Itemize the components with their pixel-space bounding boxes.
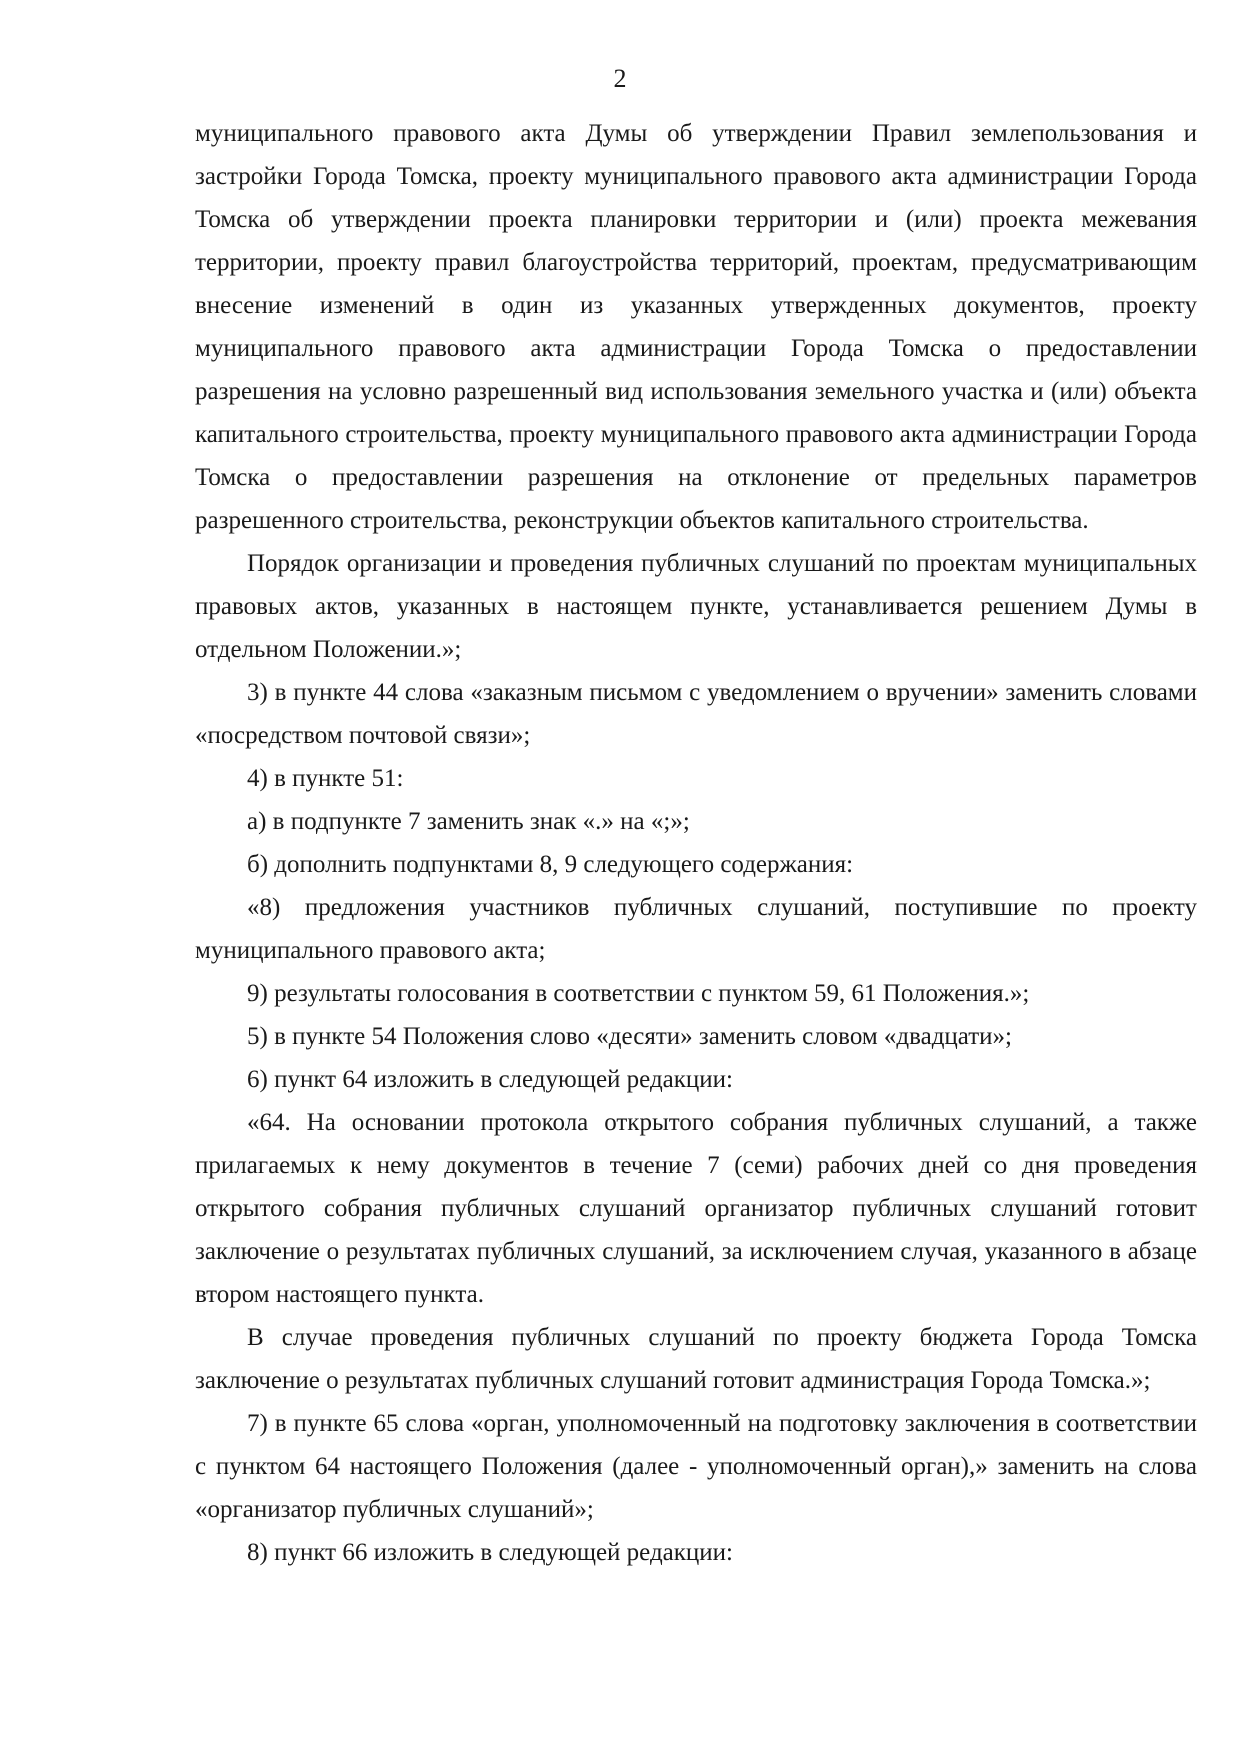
document-body <box>195 112 1197 1574</box>
paragraph-subitem-9: 9) результаты голосования в соответствии с пунктом 59, 61 Положения.»; <box>247 980 1030 1007</box>
paragraph-subitem-8: «8) предложения участников публичных слушаний, поступившие по проекту муниципального правового акта; <box>195 894 1197 964</box>
paragraph-continuation: муниципального правового акта Думы об утверждении Правил землепользования и застройки Города Томска, проекту муниципального правового акта администрации Города Томска об утверждении проекта планировки территории и (или) проекта межевания территории, проекту правил благоустройства территорий, проектам, предусматривающим внесение изменений в один из указанных утвержденных документов, проекту муниципального правового акта администрации Города Томска о предоставлении разрешения на условно разрешенный вид использования земельного участка и (или) объекта капитального строительства, проекту муниципального правового акта администрации Города Томска о предоставлении разрешения на отклонение от предельных параметров разрешенного строительства, реконструкции объектов капитального строительства. <box>195 120 1197 534</box>
paragraph-item-6: 6) пункт 64 изложить в следующей редакции: <box>247 1066 733 1093</box>
paragraph-item-3: 3) в пункте 44 слова «заказным письмом с уведомлением о вручении» заменить словами «посредством почтовой связи»; <box>195 679 1197 749</box>
paragraph-procedure: Порядок организации и проведения публичных слушаний по проектам муниципальных правовых актов, указанных в настоящем пункте, устанавливается решением Думы в отдельном Положении.»; <box>195 550 1197 663</box>
paragraph-item-4a: а) в подпункте 7 заменить знак «.» на «;»; <box>247 808 690 835</box>
paragraph-item-7: 7) в пункте 65 слова «орган, уполномоченный на подготовку заключения в соответствии с пунктом 64 настоящего Положения (далее - уполномоченный орган),» заменить на слова «организатор публичных слушаний»; <box>195 1410 1197 1523</box>
paragraph-item-4: 4) в пункте 51: <box>247 765 404 792</box>
paragraph-clause-64: «64. На основании протокола открытого собрания публичных слушаний, а также прилагаемых к нему документов в течение 7 (семи) рабочих дней со дня проведения открытого собрания публичных слушаний организатор публичных слушаний готовит заключение о результатах публичных слушаний, за исключением случая, указанного в абзаце втором настоящего пункта. <box>195 1109 1197 1308</box>
page-number: 2 <box>613 64 627 93</box>
paragraph-item-5: 5) в пункте 54 Положения слово «десяти» заменить словом «двадцати»; <box>247 1023 1013 1050</box>
paragraph-item-4b: б) дополнить подпунктами 8, 9 следующего содержания: <box>247 851 854 878</box>
paragraph-clause-64-second: В случае проведения публичных слушаний по проекту бюджета Города Томска заключение о результатах публичных слушаний готовит администрация Города Томска.»; <box>195 1324 1197 1394</box>
paragraph-item-8: 8) пункт 66 изложить в следующей редакции: <box>247 1539 733 1566</box>
